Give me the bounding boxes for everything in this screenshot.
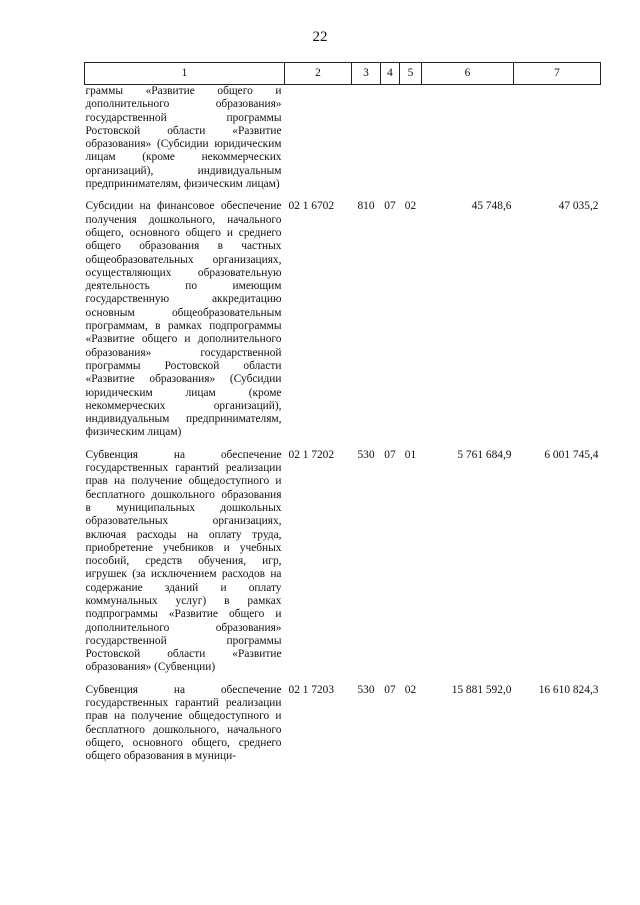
row-section: 07 (384, 683, 396, 696)
row-subsection: 02 (404, 683, 417, 696)
row-subsection (400, 85, 422, 192)
column-header: 1 (85, 63, 285, 85)
row-amount-first-year: 5 761 684,9 (457, 448, 512, 461)
row-expense-type: 810 (357, 200, 375, 213)
row-amount-first-year (422, 85, 514, 192)
row-amount-second-year (514, 85, 601, 192)
column-header: 7 (514, 63, 601, 85)
row-expense-type (352, 85, 381, 192)
row-expense-type: 530 (357, 683, 375, 696)
table-row (85, 449, 601, 675)
row-description: граммы «Развитие общего и дополнительного образования» государственной программы Ростовской области «Развитие образования» (Субсидии юридическим лицам (кроме некоммерческих организаций), индивидуальным предпринимателям, физическим лицам) (85, 85, 282, 191)
row-description: Субвенция на обеспечение государственных гарантий реализации прав на получение общедоступного и бесплатного дошкольного, начального общего, основного общего, среднего общего образования в муници- (85, 683, 282, 763)
row-target-code: 02 1 6702 (288, 200, 335, 213)
row-target-code: 02 1 7203 (288, 683, 335, 696)
row-amount-second-year: 16 610 824,3 (538, 683, 599, 696)
row-description: Субвенция на обеспечение государственных гарантий реализации прав на получение общедоступного и бесплатного дошкольного образования в муниципальных дошкольных образовательных организациях, включая расходы на оплату труда, приобретение учебников и учебных пособий, средств обучения, игр, игрушек (за исключением расходов на содержание зданий и оплату коммунальных услуг) в рамках подпрограммы «Развитие общего и дополнительного образования» государственной программы Ростовской области «Развитие образования» (Субвенции) (85, 448, 282, 674)
row-amount-first-year: 15 881 592,0 (451, 683, 512, 696)
table-row (85, 200, 601, 439)
row-subsection: 01 (404, 448, 417, 461)
row-section (381, 85, 400, 192)
row-section: 07 (384, 448, 396, 461)
row-amount-second-year: 6 001 745,4 (544, 448, 599, 461)
table-row (85, 85, 601, 192)
page-number: 22 (312, 29, 328, 45)
row-description: Субсидии на финансовое обеспечение получения дошкольного, начального общего, основного общего и среднего общего образования в частных общеобразовательных организациях, осуществляющих образовательную деятельность по имеющим государственную аккредитацию основным общеобразовательным программам, в рамках подпрограммы «Развитие общего и дополнительного образования» государственной программы Ростовской области «Развитие образования» (Субсидии юридическим лицам (кроме некоммерческих организаций), индивидуальным предпринимателям, физическим лицам) (85, 200, 282, 439)
column-header: 3 (352, 63, 381, 85)
budget-table (84, 62, 601, 764)
column-header: 4 (381, 63, 400, 85)
row-subsection: 02 (404, 200, 417, 213)
column-header: 2 (285, 63, 352, 85)
row-section: 07 (384, 200, 396, 213)
table-row (85, 684, 601, 764)
row-target-code (285, 85, 352, 192)
column-header: 5 (400, 63, 422, 85)
column-header: 6 (422, 63, 514, 85)
row-amount-second-year: 47 035,2 (558, 200, 599, 213)
row-expense-type: 530 (357, 448, 375, 461)
row-amount-first-year: 45 748,6 (471, 200, 512, 213)
table-header-row (85, 63, 601, 85)
row-target-code: 02 1 7202 (288, 448, 335, 461)
